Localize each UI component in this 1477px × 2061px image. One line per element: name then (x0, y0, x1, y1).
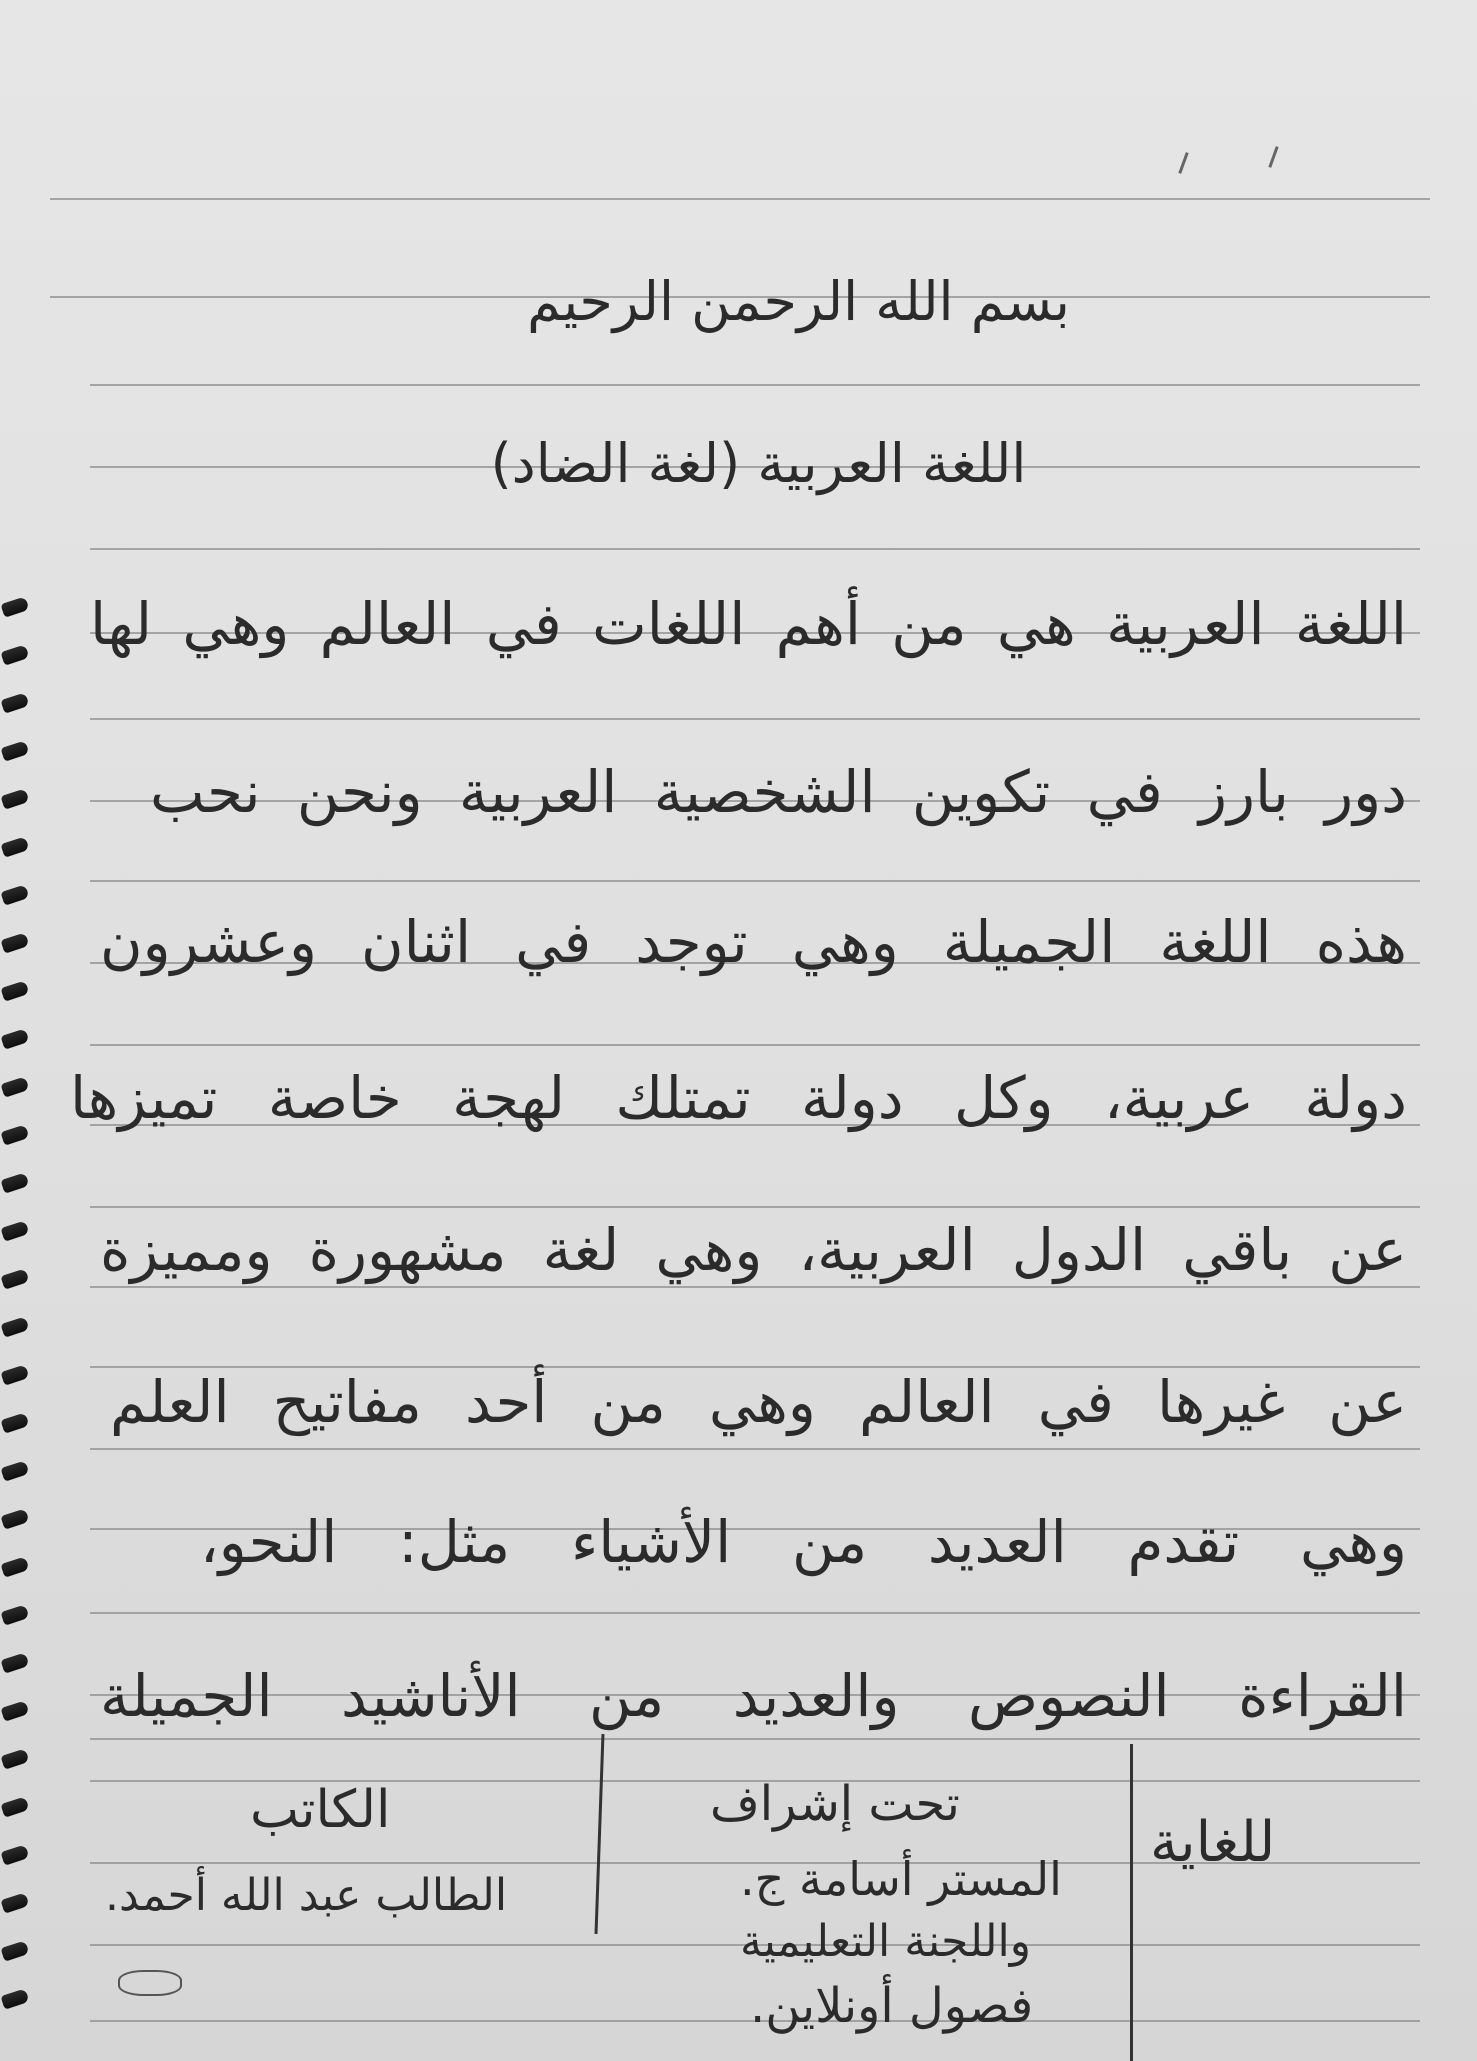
side-note: للغاية (1150, 1810, 1276, 1875)
page-title: اللغة العربية (لغة الضاد) (490, 432, 1027, 495)
spiral-coil (0, 1892, 29, 1913)
spiral-coil (0, 1172, 29, 1193)
spiral-coil (0, 1076, 29, 1097)
spiral-coil (0, 1844, 29, 1865)
ruled-line (90, 880, 1420, 882)
spiral-coil (0, 1268, 29, 1289)
text-line-6: عن غيرها في العالم وهي من أحد مفاتيح العلم (110, 1368, 1407, 1436)
text-line-7: وهي تقدم العديد من الأشياء مثل: النحو، (200, 1508, 1407, 1576)
spiral-binding (0, 600, 40, 2061)
spiral-coil (0, 836, 29, 857)
spiral-coil (0, 788, 29, 809)
supervision-heading: تحت إشراف (710, 1776, 960, 1832)
ruled-line (90, 548, 1420, 550)
ruled-line (90, 1044, 1420, 1046)
spiral-coil (0, 884, 29, 905)
spiral-coil (0, 1700, 29, 1721)
online-classes-text: فصول أونلاين. (750, 1978, 1034, 2034)
basmala-heading: بسم الله الرحمن الرحيم (527, 270, 1070, 333)
text-line-4: دولة عربية، وكل دولة تمتلك لهجة خاصة تميزها (70, 1064, 1407, 1132)
spiral-coil (0, 1988, 29, 2009)
spiral-coil (0, 596, 29, 617)
spiral-coil (0, 1604, 29, 1625)
text-line-1: اللغة العربية هي من أهم اللغات في العالم وهي لها (90, 590, 1407, 658)
ruled-line (90, 718, 1420, 720)
text-line-5: عن باقي الدول العربية، وهي لغة مشهورة ومميزة (100, 1216, 1407, 1284)
pen-mark (1178, 152, 1188, 174)
ruled-line (90, 1448, 1420, 1450)
ruled-line (90, 1206, 1420, 1208)
pen-mark (1268, 146, 1278, 168)
ruled-line (90, 1738, 1420, 1740)
ruled-line (90, 384, 1420, 386)
text-line-2: دور بارز في تكوين الشخصية العربية ونحن نحب (150, 758, 1407, 826)
spiral-coil (0, 1460, 29, 1481)
table-divider (1130, 1744, 1133, 2061)
signature-scribble (118, 1970, 182, 1996)
spiral-coil (0, 1652, 29, 1673)
spiral-coil (0, 1748, 29, 1769)
table-divider (595, 1734, 605, 1934)
spiral-coil (0, 1796, 29, 1817)
text-line-3: هذه اللغة الجميلة وهي توجد في اثنان وعشرون (100, 908, 1407, 976)
spiral-coil (0, 1508, 29, 1529)
spiral-coil (0, 644, 29, 665)
text-line-8: القراءة النصوص والعديد من الأناشيد الجميلة (100, 1662, 1407, 1730)
spiral-coil (0, 1124, 29, 1145)
author-heading: الكاتب (250, 1780, 391, 1840)
committee-text: واللجنة التعليمية (740, 1916, 1031, 1967)
spiral-coil (0, 1556, 29, 1577)
supervisor-name: المستر أسامة ج. (740, 1852, 1062, 1906)
spiral-coil (0, 1940, 29, 1961)
spiral-coil (0, 692, 29, 713)
author-name: الطالب عبد الله أحمد. (105, 1870, 508, 1921)
spiral-coil (0, 1028, 29, 1049)
spiral-coil (0, 1220, 29, 1241)
spiral-coil (0, 980, 29, 1001)
spiral-coil (0, 1316, 29, 1337)
ruled-line (90, 1612, 1420, 1614)
ruled-line (50, 198, 1430, 200)
spiral-coil (0, 1412, 29, 1433)
spiral-coil (0, 1364, 29, 1385)
spiral-coil (0, 932, 29, 953)
spiral-coil (0, 740, 29, 761)
